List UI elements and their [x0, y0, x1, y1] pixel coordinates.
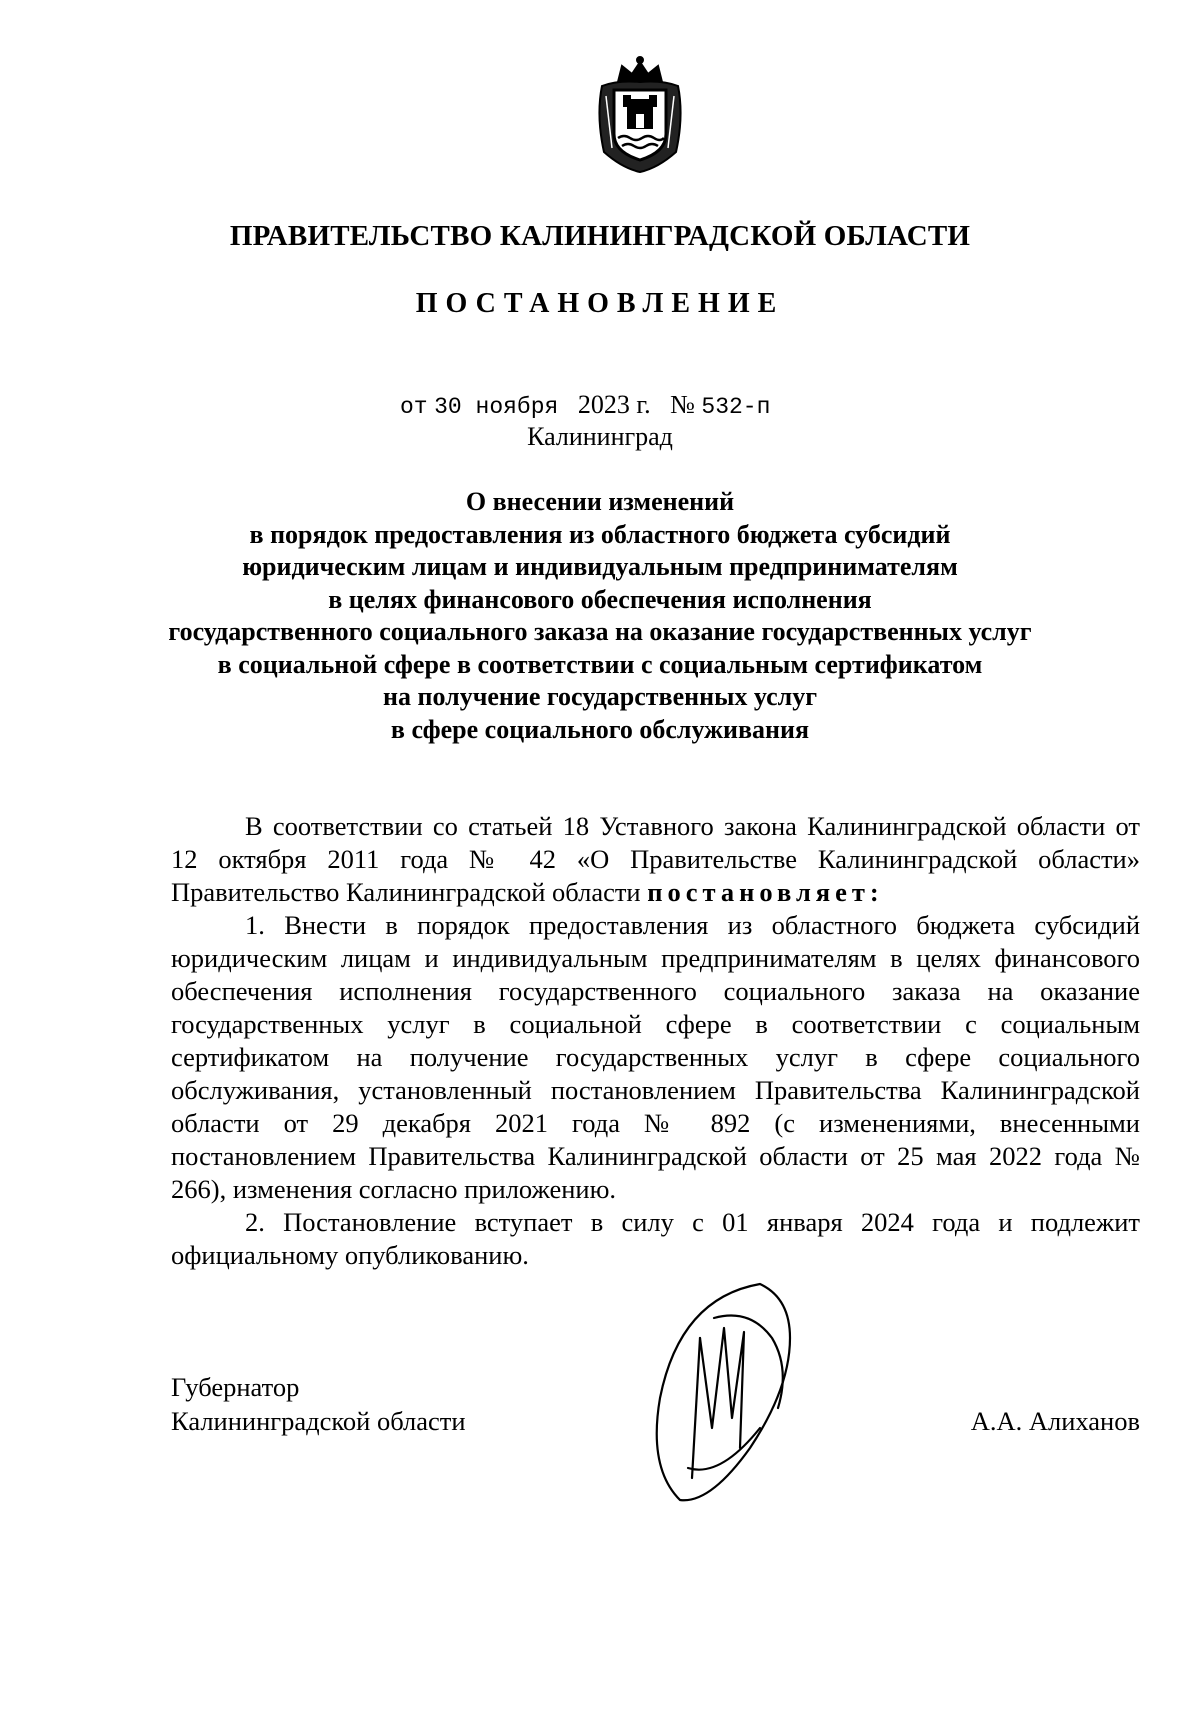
coat-of-arms-icon: [592, 56, 688, 174]
item-1-paragraph: 1. Внести в порядок предоставления из областного бюджета субсидий юридическим лицам и индивидуальным предпринимателям в целях финансового обеспечения исполнения государственного социального заказа на оказание государственных услуг в социальной сфере в соответствии с социальным сертификатом на получение государственных услуг в сфере социального обслуживания, установленный постановлением Правительства Калининградской области от 29 декабря 2021 года № 892 (с изменениями, внесенными постановлением Правительства Калининградской области от 25 мая 2022 года № 266), изменения согласно приложению.: [171, 910, 1140, 1204]
document-subject: [150, 486, 1050, 746]
number-sign: №: [670, 390, 695, 419]
subject-line: О внесении изменений: [465, 487, 735, 516]
government-name: ПРАВИТЕЛЬСТВО КАЛИНИНГРАДСКОЙ ОБЛАСТИ: [229, 220, 971, 252]
city: Калининград: [527, 422, 673, 451]
signer-region: Калининградской области: [171, 1406, 466, 1436]
preamble-text: В соответствии со статьей 18 Уставного закона Калининградской области от 12 октября 2011 года № 42 «О Правительстве Калининградской области» Правительство Калининградской области: [171, 811, 1140, 907]
subject-line: юридическим лицам и индивидуальным предпринимателям: [242, 552, 958, 581]
handwritten-signature: [640, 1278, 820, 1508]
item-2-paragraph: 2. Постановление вступает в силу с 01 января 2024 года и подлежит официальному опубликованию.: [171, 1207, 1140, 1270]
date-number-line: [400, 388, 770, 424]
document-type: ПОСТАНОВЛЕНИЕ: [415, 288, 785, 319]
subject-line: в сфере социального обслуживания: [390, 714, 810, 744]
date-stamp: 30 ноября: [434, 394, 559, 420]
document-body: [171, 810, 1140, 1272]
subject-line: на получение государственных услуг: [382, 682, 818, 711]
date-year: 2023 г.: [577, 390, 651, 419]
preamble-paragraph: [171, 810, 1140, 909]
signer-position: [171, 1370, 466, 1438]
signer-name: А.А. Алиханов: [970, 1406, 1140, 1436]
subject-line: в целях финансового обеспечения исполнения: [328, 584, 872, 614]
date-prefix: от: [400, 394, 428, 420]
subject-line: государственного социального заказа на оказание государственных услуг: [168, 617, 1032, 646]
signer-title: Губернатор: [171, 1372, 300, 1402]
document-number: 532-п: [701, 394, 771, 420]
subject-line: в порядок предоставления из областного бюджета субсидий: [249, 519, 951, 549]
decree-word: постановляет:: [647, 877, 884, 907]
subject-line: в социальной сфере в соответствии с социальным сертификатом: [217, 649, 983, 679]
